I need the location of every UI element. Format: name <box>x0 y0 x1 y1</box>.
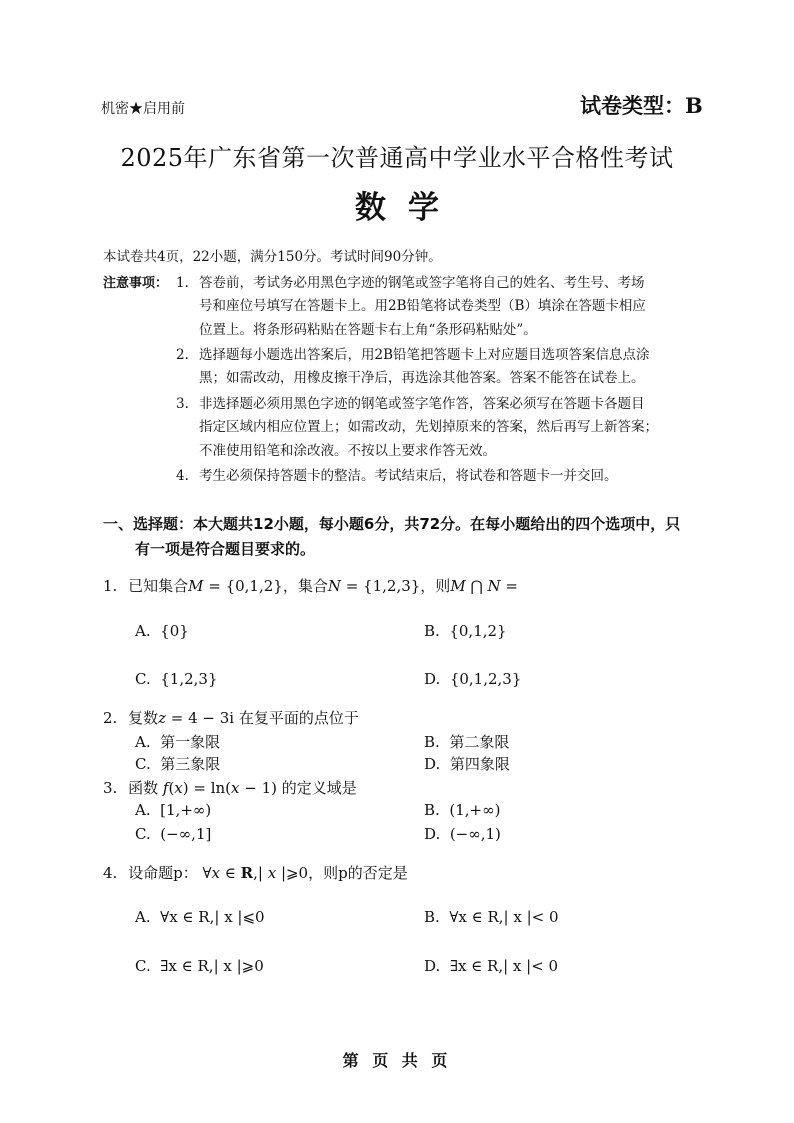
section-heading <box>103 512 680 562</box>
option-b: B. 第二象限 <box>424 733 510 751</box>
note-line: 号和座位号填写在答题卡上。用2B铅笔将试卷类型（B）填涂在答题卡相应 <box>199 298 646 315</box>
option-b: B. ∀x ∈ R,| x |< 0 <box>424 908 559 926</box>
section-line: 有一项是符合题目要求的。 <box>135 540 316 558</box>
option-c: C. {1,2,3} <box>135 670 218 688</box>
note-line: 选择题每小题选出答案后，用2B铅笔把答题卡上对应题目选项答案信息点涂 <box>199 347 650 363</box>
question-text: 已知集合M = {0,1,2}，集合N = {1,2,3}，则M ⋂ N = <box>128 577 518 595</box>
note-number: 1. <box>176 275 189 291</box>
note-line: 指定区域内相应位置上；如需改动，先划掉原来的答案，然后再写上新答案； <box>199 419 658 436</box>
note-line: 答卷前，考试务必用黑色字迹的钢笔或签字笔将自己的姓名、考生号、考场 <box>199 275 645 291</box>
note-line: 位置上。将条形码粘贴在答题卡右上角“条形码粘贴处”。 <box>199 321 537 338</box>
option-a: A. ∀x ∈ R,| x |⩽0 <box>135 908 265 926</box>
page-footer: 第 页 共 页 <box>342 1051 452 1070</box>
option-c: C. ∃x ∈ R,| x |⩾0 <box>135 957 264 975</box>
option-a: A. 第一象限 <box>135 733 221 751</box>
note-item <box>176 393 658 463</box>
notes-label: 注意事项： <box>103 276 169 291</box>
note-item <box>176 344 650 391</box>
question-number: 4. <box>103 864 118 882</box>
question-text: 函数 f(x) = ln(x − 1) 的定义域是 <box>128 779 357 797</box>
option-c: C. 第三象限 <box>135 755 221 773</box>
note-number: 2. <box>176 347 189 363</box>
question-number: 1. <box>103 577 118 595</box>
note-line: 黑；如需改动，用橡皮擦干净后，再选涂其他答案。答案不能答在试卷上。 <box>199 370 645 387</box>
note-item <box>176 465 618 488</box>
question-text: 复数z = 4 − 3i 在复平面的点位于 <box>128 709 359 727</box>
option-d: D. 第四象限 <box>424 755 510 773</box>
note-line: 考生必须保持答题卡的整洁。考试结束后，将试卷和答题卡一并交回。 <box>199 468 618 484</box>
paper-type: 试卷类型：B <box>580 93 703 118</box>
question-4 <box>103 862 408 883</box>
option-a: A. {0} <box>135 622 189 640</box>
option-b: B. {0,1,2} <box>424 622 507 640</box>
exam-intro: 本试卷共4页，22小题，满分150分。考试时间90分钟。 <box>103 249 442 265</box>
option-d: D. ∃x ∈ R,| x |< 0 <box>424 957 559 975</box>
question-text: 设命题p： ∀x ∈ R,| x |⩾0，则p的否定是 <box>128 864 408 882</box>
note-line: 不准使用铅笔和涂改液。不按以上要求作答无效。 <box>199 442 496 459</box>
note-item <box>176 272 646 342</box>
note-number: 3. <box>176 396 189 412</box>
question-2 <box>103 707 359 728</box>
option-d: D. {0,1,2,3} <box>424 670 522 688</box>
note-number: 4. <box>176 468 189 484</box>
confidential-label: 机密★启用前 <box>101 101 185 117</box>
question-number: 2. <box>103 709 118 727</box>
option-a: A. [1,+∞) <box>135 801 212 819</box>
section-line: 一、选择题：本大题共12小题，每小题6分，共72分。在每小题给出的四个选项中，只 <box>103 515 681 533</box>
subject-title: 数学 <box>355 190 461 226</box>
option-d: D. (−∞,1) <box>424 825 501 843</box>
question-3 <box>103 777 357 798</box>
option-b: B. (1,+∞) <box>424 801 501 819</box>
note-line: 非选择题必须用黑色字迹的钢笔或签字笔作答，答案必须写在答题卡各题目 <box>199 396 645 412</box>
question-1 <box>103 575 518 596</box>
question-number: 3. <box>103 779 118 797</box>
option-c: C. (−∞,1] <box>135 825 212 843</box>
exam-title: 2025年广东省第一次普通高中学业水平合格性考试 <box>120 144 674 172</box>
